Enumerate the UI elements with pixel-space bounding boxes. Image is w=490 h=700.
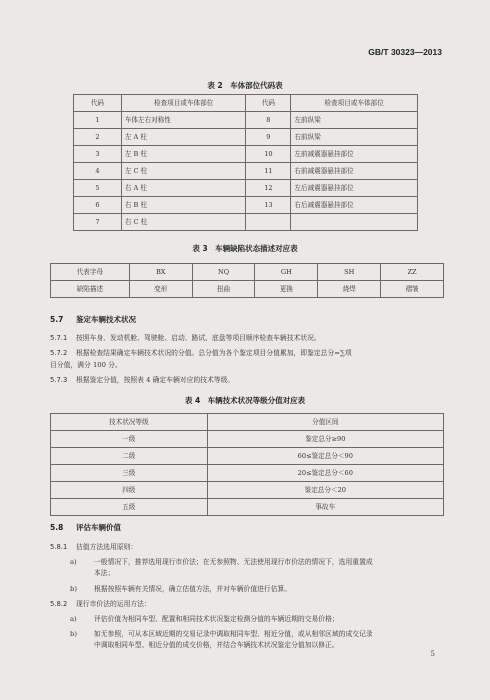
table-cell: 2 — [74, 129, 122, 146]
list-label: b) — [70, 585, 78, 593]
table-cell: 3 — [74, 146, 122, 163]
table-cell: 左 A 柱 — [121, 129, 246, 146]
table-cell: 事故车 — [207, 499, 443, 516]
table-cell: 褶皱 — [381, 281, 444, 298]
table-cell: 10 — [246, 146, 291, 163]
table-cell: 5 — [74, 180, 122, 197]
table-row — [74, 129, 418, 146]
clause-text: 根据检查结果确定车辆技术状况的分值。总分值为各个鉴定项目分值累加，即鉴定总分=∑项 — [76, 349, 352, 357]
table-cell: 二级 — [51, 448, 208, 465]
table2-header-cell: 检查项目或车体部位 — [121, 95, 246, 112]
table-cell: 烧焊 — [318, 281, 381, 298]
table-cell: 4 — [74, 163, 122, 180]
clause-number: 5.7.2 — [50, 349, 68, 357]
list-label: a) — [70, 615, 77, 623]
table-cell: 左 C 柱 — [121, 163, 246, 180]
table-cell: NQ — [192, 264, 255, 281]
table-row — [51, 281, 444, 298]
table-cell: 9 — [246, 129, 291, 146]
paragraph-5-7-2 — [50, 348, 445, 359]
clause-text: 根据鉴定分值，按照表 4 确定车辆对应的技术等级。 — [76, 376, 235, 384]
list-item-5-8-1-b — [70, 584, 445, 595]
table-row — [74, 146, 418, 163]
list-label: b) — [70, 630, 78, 638]
clause-text: 目分值，满分 100 分。 — [50, 361, 122, 369]
paragraph-5-7-3 — [50, 375, 445, 386]
paragraph-5-8-1 — [50, 542, 445, 553]
table-cell: 车体左右对称性 — [121, 112, 246, 129]
table-row — [51, 482, 444, 499]
list-item-5-8-2-a — [70, 614, 445, 625]
list-item-5-8-1-a — [70, 557, 445, 579]
table-cell: 左 B 柱 — [121, 146, 246, 163]
table-cell: 20≤鉴定总分＜60 — [207, 465, 443, 482]
table-cell: 左后减震器悬挂部位 — [291, 180, 418, 197]
section-heading-5-8 — [50, 522, 121, 533]
paragraph-5-8-2 — [50, 599, 445, 610]
table-cell: GH — [255, 264, 318, 281]
clause-text: 现行市价法的运用方法： — [76, 600, 151, 608]
section-number: 5.8 — [50, 523, 64, 532]
table-cell — [291, 214, 418, 231]
clause-number: 5.8.2 — [50, 600, 68, 608]
list-text: 如无参照，可从本区域近期的交易记录中调取相同车型、相近分值，或从相邻区域的成交记录 — [94, 630, 373, 638]
section-heading-5-7 — [50, 314, 136, 325]
table-cell: 11 — [246, 163, 291, 180]
table-row — [51, 431, 444, 448]
table-cell: 鉴定总分＜20 — [207, 482, 443, 499]
table2-header-cell: 代码 — [246, 95, 291, 112]
table-cell: 右后减震器悬挂部位 — [291, 197, 418, 214]
page-number: 5 — [430, 650, 435, 658]
list-text-cont: 本法； — [94, 569, 115, 577]
table-row — [74, 163, 418, 180]
table-cell: 四级 — [51, 482, 208, 499]
table-cell: ZZ — [381, 264, 444, 281]
list-item-5-8-2-b — [70, 629, 445, 651]
table4-header-row — [51, 414, 444, 431]
table3 — [50, 263, 444, 298]
table-cell: 右 C 柱 — [121, 214, 246, 231]
table2-header-cell: 代码 — [74, 95, 122, 112]
table-row — [51, 448, 444, 465]
section-title: 评估车辆价值 — [76, 523, 121, 532]
table-cell: BX — [129, 264, 192, 281]
table-row — [74, 112, 418, 129]
table2 — [73, 94, 418, 231]
table-cell: 12 — [246, 180, 291, 197]
table-cell: 1 — [74, 112, 122, 129]
table-cell: 右 A 柱 — [121, 180, 246, 197]
table-cell: 60≤鉴定总分＜90 — [207, 448, 443, 465]
table-cell: 左前减震器悬挂部位 — [291, 146, 418, 163]
table-cell: 右前减震器悬挂部位 — [291, 163, 418, 180]
table-cell: 左前纵梁 — [291, 112, 418, 129]
clause-number: 5.7.3 — [50, 376, 68, 384]
table-cell: 鉴定总分≥90 — [207, 431, 443, 448]
table-cell: 8 — [246, 112, 291, 129]
table4-header-cell: 分值区间 — [207, 414, 443, 431]
table-cell — [246, 214, 291, 231]
clause-text: 估值方法选用原则： — [76, 543, 138, 551]
list-text: 评估价值为相同车型、配置和相同技术状况鉴定检测分值的车辆近期的交易价格； — [94, 615, 339, 623]
paragraph-5-7-1 — [50, 333, 445, 344]
table-cell: 7 — [74, 214, 122, 231]
clause-number: 5.8.1 — [50, 543, 68, 551]
standard-code: GB/T 30323—2013 — [368, 47, 442, 57]
table3-caption: 表 3 车辆缺陷状态描述对应表 — [192, 244, 298, 253]
table-cell: 缺陷描述 — [51, 281, 130, 298]
table2-header-cell: 检查项目或车体部位 — [291, 95, 418, 112]
table4-header-cell: 技术状况等级 — [51, 414, 208, 431]
clause-text: 按照车身、发动机舱、驾驶舱、启动、路试、底盘等项目顺序检查车辆技术状况。 — [76, 334, 321, 342]
table4-caption: 表 4 车辆技术状况等级分值对应表 — [184, 396, 306, 405]
table-cell: 13 — [246, 197, 291, 214]
table-cell: 一级 — [51, 431, 208, 448]
table-row — [74, 214, 418, 231]
clause-number: 5.7.1 — [50, 334, 68, 342]
list-text-cont: 中调取相同车型、相近分值的成交价格，并结合车辆技术状况鉴定分值加以修正。 — [94, 641, 339, 649]
table-cell: 代表字母 — [51, 264, 130, 281]
table-cell: 右 B 柱 — [121, 197, 246, 214]
table-cell: 更换 — [255, 281, 318, 298]
table-cell: 右前纵梁 — [291, 129, 418, 146]
table-cell: 6 — [74, 197, 122, 214]
section-number: 5.7 — [50, 315, 64, 324]
table4 — [50, 413, 444, 516]
table-cell: SH — [318, 264, 381, 281]
list-label: a) — [70, 558, 77, 566]
list-text: 根据按照车辆有关情况，确立估值方法，并对车辆价值进行估算。 — [94, 585, 292, 593]
section-title: 鉴定车辆技术状况 — [76, 315, 136, 324]
table-row — [74, 197, 418, 214]
table-row — [51, 264, 444, 281]
table-cell: 五级 — [51, 499, 208, 516]
table2-caption: 表 2 车体部位代码表 — [207, 81, 283, 90]
table-row — [51, 499, 444, 516]
table-cell: 变形 — [129, 281, 192, 298]
list-text: 一般情况下，推荐选用现行市价法；在无参照物、无法使用现行市价法的情况下，选用重置成 — [94, 558, 373, 566]
table-row — [51, 465, 444, 482]
table-cell: 扭曲 — [192, 281, 255, 298]
table-cell: 三级 — [51, 465, 208, 482]
table2-header-row — [74, 95, 418, 112]
paragraph-5-7-2-cont — [50, 360, 445, 371]
table-row — [74, 180, 418, 197]
